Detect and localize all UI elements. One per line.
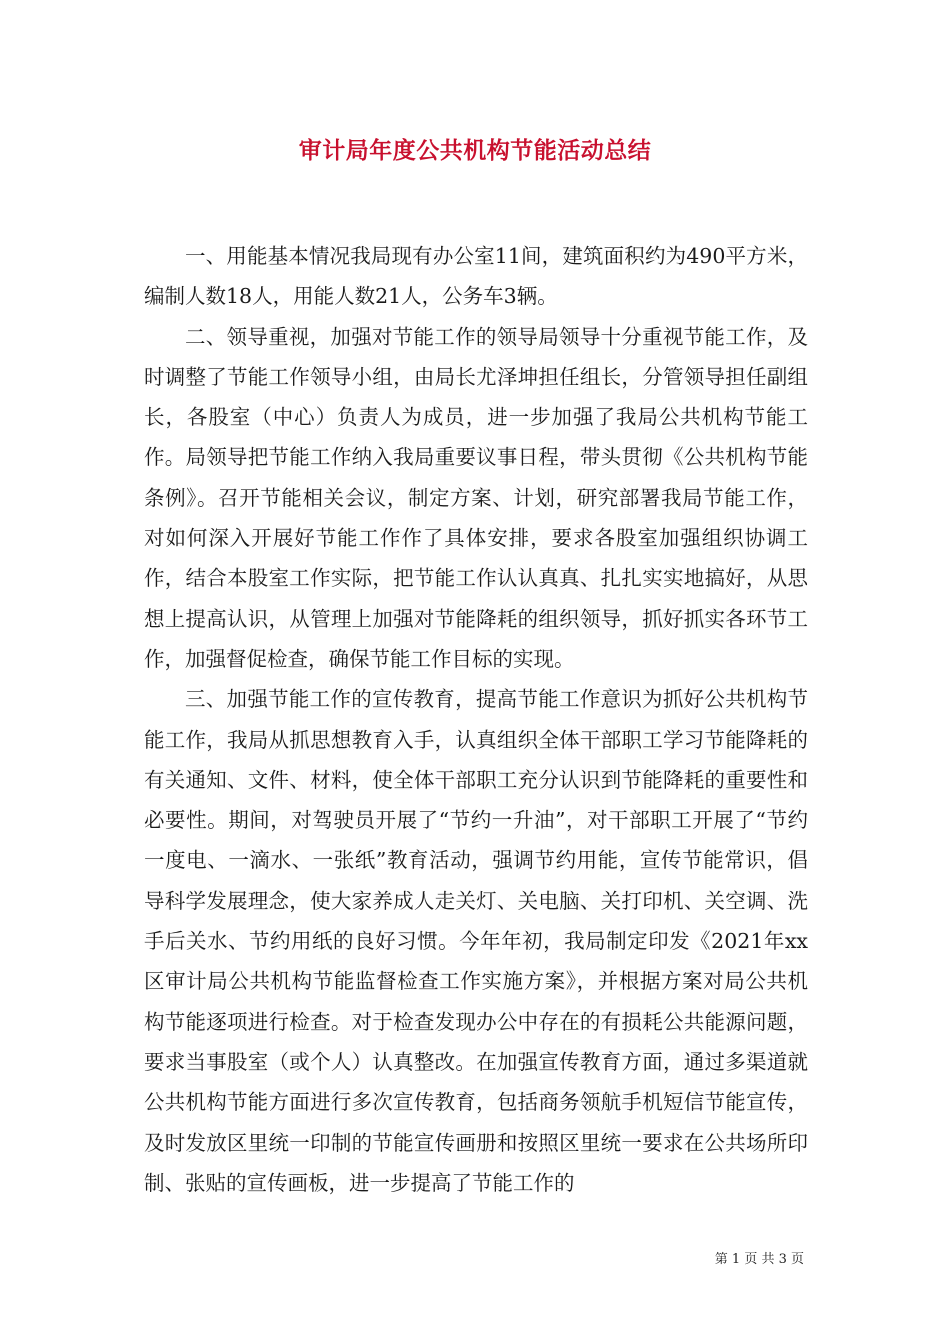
paragraph-publicity-education: 三、加强节能工作的宣传教育，提高节能工作意识为抓好公共机构节能工作，我局从抓思想教育入手，认真组织全体干部职工学习节能降耗的有关通知、文件、材料，使全体干部职工充分认识到节能降耗的重要性和必要性。期间，对驾驶员开展了“节约一升油”，对干部职工开展了“节约一度电、一滴水、一张纸”教育活动，强调节约用能，宣传节能常识，倡导科学发展理念，使大家养成人走关灯、关电脑、关打印机、关空调、洗手后关水、节约用纸的良好习惯。今年年初，我局制定印发《2021年xx区审计局公共机构节能监督检查工作实施方案》，并根据方案对局公共机构节能逐项进行检查。对于检查发现办公中存在的有损耗公共能源问题，要求当事股室（或个人）认真整改。在加强宣传教育方面，通过多渠道就公共机构节能方面进行多次宣传教育，包括商务领航手机短信节能宣传，及时发放区里统一印制的节能宣传画册和按照区里统一要求在公共场所印制、张贴的宣传画板，进一步提高了节能工作的 xyxy=(144,687,808,1195)
page-title: 审计局年度公共机构节能活动总结 xyxy=(298,138,652,164)
paragraph-basic-info: 一、用能基本情况我局现有办公室11间，建筑面积约为490平方米，编制人数18人，用能人数21人，公务车3辆。 xyxy=(144,244,808,309)
paragraph-leadership: 二、领导重视，加强对节能工作的领导局领导十分重视节能工作，及时调整了节能工作领导小组，由局长尤泽坤担任组长，分管领导担任副组长，各股室（中心）负责人为成员，进一步加强了我局公共机构节能工作。局领导把节能工作纳入我局重要议事日程，带头贯彻《公共机构节能条例》。召开节能相关会议，制定方案、计划，研究部署我局节能工作，对如何深入开展好节能工作作了具体安排，要求各股室加强组织协调工作，结合本股室工作实际，把节能工作认认真真、扎扎实实地搞好，从思想上提高认识，从管理上加强对节能降耗的组织领导，抓好抓实各环节工作，加强督促检查，确保节能工作目标的实现。 xyxy=(144,324,808,671)
document-body xyxy=(144,236,808,1203)
page-number: 第 1 页 共 3 页 xyxy=(714,1252,804,1267)
